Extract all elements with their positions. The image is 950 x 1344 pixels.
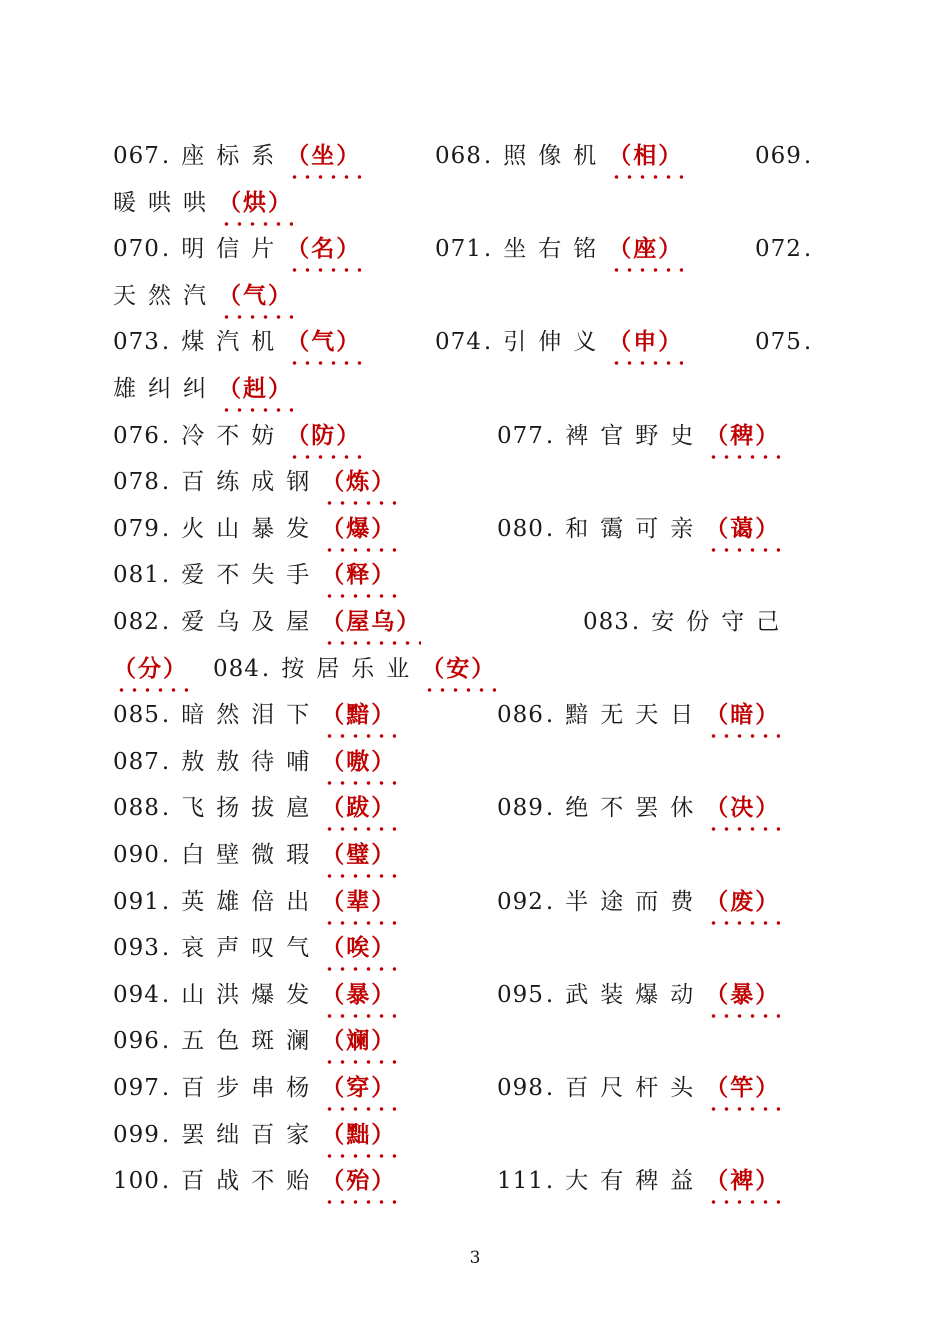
item-term: 天然汽 <box>113 282 218 309</box>
vocab-item <box>497 416 780 456</box>
vocab-item <box>113 695 396 735</box>
emphasis-dots <box>321 1199 396 1205</box>
text-line <box>113 555 833 595</box>
item-term: 暗然泪下 <box>181 702 322 729</box>
emphasis-dots <box>608 267 683 273</box>
answer-bracket: （黯） <box>321 695 396 735</box>
emphasis-dots <box>705 1199 780 1205</box>
item-number: 076 <box>113 422 160 449</box>
item-term: 和霭可亲 <box>565 515 706 542</box>
answer-bracket: （殆） <box>321 1161 396 1201</box>
correct-character: 烘 <box>243 188 268 216</box>
correct-character: 黯 <box>346 701 372 729</box>
answer-bracket: （释） <box>321 555 396 595</box>
text-line <box>113 742 833 782</box>
item-number: 091 <box>113 888 160 915</box>
number-separator: . <box>161 1168 170 1195</box>
emphasis-dots <box>321 733 396 739</box>
vocab-item <box>113 416 361 456</box>
item-number: 068 <box>435 143 482 169</box>
answer-bracket: （气） <box>218 276 293 316</box>
answer-bracket: （嗷） <box>321 742 396 782</box>
vocab-item <box>113 1068 396 1108</box>
vocab-item <box>755 136 823 176</box>
number-separator: . <box>545 888 554 915</box>
emphasis-dots <box>608 360 683 366</box>
vocab-item <box>435 322 683 362</box>
item-number: 084 <box>213 655 260 682</box>
answer-bracket: （坐） <box>286 136 361 176</box>
item-number: 098 <box>497 1075 544 1101</box>
number-separator: . <box>631 609 640 635</box>
emphasis-dots <box>421 687 496 693</box>
emphasis-dots <box>705 920 780 926</box>
item-term: 哀声叹气 <box>181 935 322 962</box>
answer-bracket: （分） <box>113 649 188 689</box>
text-line <box>113 462 833 502</box>
item-term: 按居乐业 <box>281 655 422 682</box>
correct-character: 相 <box>633 142 659 169</box>
emphasis-dots <box>608 174 683 180</box>
correct-character: 穿 <box>346 1074 372 1101</box>
vocab-item <box>113 136 361 176</box>
answer-bracket: （赳） <box>218 369 293 409</box>
answer-bracket: （裨） <box>705 1161 780 1201</box>
answer-bracket: （屋乌） <box>321 602 421 642</box>
correct-character: 跋 <box>346 794 372 822</box>
answer-bracket: （烘） <box>218 183 293 223</box>
correct-character: 璧 <box>346 841 372 868</box>
answer-bracket: （爆） <box>321 509 396 549</box>
item-term: 百战不贻 <box>181 1168 322 1195</box>
text-line <box>113 1068 833 1108</box>
answer-bracket: （稗） <box>705 416 780 456</box>
item-term: 英雄倍出 <box>181 888 322 915</box>
answer-bracket: （暴） <box>321 975 396 1015</box>
item-number: 075 <box>755 329 802 356</box>
vocab-item <box>497 1068 780 1108</box>
correct-character: 唉 <box>346 934 372 962</box>
vocab-item <box>113 509 396 549</box>
number-separator: . <box>161 1075 170 1101</box>
correct-character: 黜 <box>346 1120 372 1148</box>
correct-character: 坐 <box>311 142 337 169</box>
emphasis-dots <box>321 1059 396 1065</box>
vocab-item <box>497 975 780 1015</box>
answer-bracket: （唉） <box>321 928 396 968</box>
item-number: 069 <box>755 143 802 169</box>
correct-character: 爆 <box>346 514 372 542</box>
number-separator: . <box>803 143 812 169</box>
item-term: 雄纠纠 <box>113 376 218 402</box>
vocab-item <box>497 509 780 549</box>
item-number: 090 <box>113 842 160 868</box>
answer-bracket: （暗） <box>705 695 780 735</box>
correct-character: 气 <box>311 328 337 356</box>
text-line <box>113 695 833 735</box>
correct-character: 殆 <box>346 1167 372 1195</box>
emphasis-dots <box>321 966 396 972</box>
item-term: 爱乌及屋 <box>181 609 322 635</box>
answer-bracket: （辈） <box>321 882 396 922</box>
number-separator: . <box>161 748 170 775</box>
number-separator: . <box>483 329 492 356</box>
vocab-item <box>497 882 780 922</box>
correct-character: 斓 <box>346 1027 372 1055</box>
correct-character: 暴 <box>730 980 756 1008</box>
correct-character: 名 <box>311 235 337 263</box>
correct-character: 防 <box>311 421 337 449</box>
item-number: 092 <box>497 888 544 915</box>
item-number: 067 <box>113 143 160 169</box>
item-term: 煤汽机 <box>181 329 287 356</box>
answer-bracket: （座） <box>608 229 683 269</box>
number-separator: . <box>161 842 170 868</box>
item-number: 087 <box>113 748 160 775</box>
vocab-item <box>113 649 188 689</box>
emphasis-dots <box>705 826 780 832</box>
correct-character: 安 <box>446 654 472 682</box>
vocab-item <box>497 788 780 828</box>
text-line <box>113 416 833 456</box>
item-term: 武装爆动 <box>565 981 706 1008</box>
number-separator: . <box>545 422 554 449</box>
page-number: 3 <box>469 1248 481 1268</box>
emphasis-dots <box>321 1013 396 1019</box>
correct-character: 废 <box>730 887 756 915</box>
correct-character: 分 <box>138 654 163 682</box>
vocab-item <box>113 369 293 409</box>
answer-bracket: （相） <box>608 136 683 176</box>
text-line <box>113 276 833 316</box>
item-term: 黯无天日 <box>565 702 706 729</box>
number-separator: . <box>161 562 170 589</box>
item-term: 山洪爆发 <box>181 981 322 1008</box>
text-line <box>113 322 833 362</box>
number-separator: . <box>161 795 170 822</box>
item-number: 099 <box>113 1121 160 1148</box>
emphasis-dots <box>218 407 293 413</box>
vocab-item <box>113 183 293 223</box>
text-line <box>113 1115 833 1155</box>
vocab-item <box>113 1161 396 1201</box>
answer-bracket: （炼） <box>321 462 396 502</box>
vocab-item <box>113 882 396 922</box>
correct-character: 释 <box>346 561 372 589</box>
vocab-item <box>113 229 361 269</box>
item-term: 坐右铭 <box>503 236 609 263</box>
item-number: 070 <box>113 236 160 263</box>
number-separator: . <box>545 795 554 822</box>
text-line <box>113 928 833 968</box>
answer-bracket: （气） <box>286 322 361 362</box>
item-number: 077 <box>497 422 544 449</box>
number-separator: . <box>161 236 170 263</box>
text-line <box>113 835 833 875</box>
item-term: 半途而费 <box>565 888 706 915</box>
emphasis-dots <box>286 360 361 366</box>
item-number: 093 <box>113 935 160 962</box>
number-separator: . <box>803 236 812 263</box>
text-line <box>113 183 833 223</box>
item-number: 100 <box>113 1168 160 1195</box>
item-term: 安份守己 <box>651 609 792 635</box>
emphasis-dots <box>321 826 396 832</box>
item-term: 座标系 <box>181 143 287 169</box>
emphasis-dots <box>286 267 361 273</box>
text-line <box>113 788 833 828</box>
answer-bracket: （穿） <box>321 1068 396 1108</box>
item-number: 079 <box>113 515 160 542</box>
emphasis-dots <box>321 640 421 646</box>
item-number: 096 <box>113 1028 160 1055</box>
correct-character: 蔼 <box>730 514 756 542</box>
number-separator: . <box>545 1075 554 1101</box>
vocab-item <box>213 649 496 689</box>
item-number: 088 <box>113 795 160 822</box>
item-term: 罢绌百家 <box>181 1121 322 1148</box>
emphasis-dots <box>321 873 396 879</box>
number-separator: . <box>161 935 170 962</box>
item-number: 072 <box>755 236 802 263</box>
item-term: 引伸义 <box>503 329 609 356</box>
correct-character: 气 <box>243 281 268 309</box>
emphasis-dots <box>321 1106 396 1112</box>
text-line <box>113 1021 833 1061</box>
item-number: 074 <box>435 329 482 356</box>
number-separator: . <box>483 236 492 263</box>
number-separator: . <box>545 981 554 1008</box>
number-separator: . <box>803 329 812 356</box>
vocab-item <box>497 1161 780 1201</box>
item-term: 照像机 <box>503 143 609 169</box>
item-number: 082 <box>113 609 160 635</box>
answer-bracket: （废） <box>705 882 780 922</box>
number-separator: . <box>161 702 170 729</box>
item-number: 085 <box>113 702 160 729</box>
item-number: 111 <box>497 1168 544 1195</box>
number-separator: . <box>161 888 170 915</box>
vocab-item <box>113 742 396 782</box>
text-line <box>113 369 833 409</box>
item-term: 百步串杨 <box>181 1075 322 1101</box>
text-line <box>113 882 833 922</box>
vocab-item <box>755 229 823 269</box>
correct-character: 屋乌 <box>346 608 397 635</box>
vocab-item <box>113 462 396 502</box>
item-term: 冷不妨 <box>181 422 287 449</box>
correct-character: 申 <box>633 328 659 356</box>
vocab-item <box>755 322 823 362</box>
item-term: 大有稗益 <box>565 1168 706 1195</box>
correct-character: 裨 <box>730 1167 756 1195</box>
item-term: 裨官野史 <box>565 422 706 449</box>
number-separator: . <box>161 329 170 356</box>
emphasis-dots <box>218 221 293 227</box>
item-term: 飞扬拔扈 <box>181 795 322 822</box>
item-term: 五色斑澜 <box>181 1028 322 1055</box>
answer-bracket: （安） <box>421 649 496 689</box>
item-number: 089 <box>497 795 544 822</box>
emphasis-dots <box>218 314 293 320</box>
emphasis-dots <box>113 687 188 693</box>
number-separator: . <box>545 702 554 729</box>
number-separator: . <box>545 1168 554 1195</box>
emphasis-dots <box>705 733 780 739</box>
answer-bracket: （竿） <box>705 1068 780 1108</box>
number-separator: . <box>161 143 170 169</box>
item-number: 095 <box>497 981 544 1008</box>
number-separator: . <box>161 515 170 542</box>
item-number: 094 <box>113 981 160 1008</box>
item-number: 073 <box>113 329 160 356</box>
emphasis-dots <box>321 920 396 926</box>
correct-character: 赳 <box>243 375 268 402</box>
item-term: 明信片 <box>181 236 287 263</box>
emphasis-dots <box>705 1106 780 1112</box>
emphasis-dots <box>286 454 361 460</box>
vocab-item <box>113 322 361 362</box>
number-separator: . <box>161 469 170 496</box>
emphasis-dots <box>321 500 396 506</box>
answer-bracket: （黜） <box>321 1115 396 1155</box>
text-line <box>113 649 833 689</box>
item-term: 火山暴发 <box>181 515 322 542</box>
emphasis-dots <box>705 454 780 460</box>
emphasis-dots <box>321 1153 396 1159</box>
correct-character: 嗷 <box>346 747 372 775</box>
emphasis-dots <box>321 593 396 599</box>
text-line <box>113 602 833 642</box>
item-term: 敖敖待哺 <box>181 748 322 775</box>
answer-bracket: （名） <box>286 229 361 269</box>
text-line <box>113 1161 833 1201</box>
vocab-item <box>113 1021 396 1061</box>
correct-character: 决 <box>730 794 756 822</box>
vocab-item <box>435 229 683 269</box>
item-number: 097 <box>113 1075 160 1101</box>
item-number: 071 <box>435 236 482 263</box>
item-number: 080 <box>497 515 544 542</box>
vocab-item <box>497 695 780 735</box>
number-separator: . <box>261 655 270 682</box>
vocab-item <box>113 555 396 595</box>
item-term: 爱不失手 <box>181 562 322 589</box>
item-number: 078 <box>113 469 160 496</box>
text-line <box>113 975 833 1015</box>
correct-character: 辈 <box>346 887 372 915</box>
item-term: 绝不罢休 <box>565 795 706 822</box>
emphasis-dots <box>321 547 396 553</box>
item-number: 083 <box>583 609 630 635</box>
number-separator: . <box>161 1121 170 1148</box>
emphasis-dots <box>286 174 361 180</box>
item-number: 081 <box>113 562 160 589</box>
correct-character: 竿 <box>730 1074 756 1101</box>
number-separator: . <box>161 609 170 635</box>
correct-character: 座 <box>633 235 659 263</box>
number-separator: . <box>161 981 170 1008</box>
answer-bracket: （申） <box>608 322 683 362</box>
vocab-item <box>113 1115 396 1155</box>
text-line <box>113 229 833 269</box>
answer-bracket: （决） <box>705 788 780 828</box>
answer-bracket: （跋） <box>321 788 396 828</box>
answer-bracket: （璧） <box>321 835 396 875</box>
answer-bracket: （防） <box>286 416 361 456</box>
vocab-item <box>113 928 396 968</box>
vocab-item <box>113 602 421 642</box>
number-separator: . <box>483 143 492 169</box>
vocab-item <box>435 136 683 176</box>
emphasis-dots <box>321 780 396 786</box>
emphasis-dots <box>705 1013 780 1019</box>
vocab-item <box>113 276 293 316</box>
item-term: 百练成钢 <box>181 469 322 496</box>
vocab-item <box>113 975 396 1015</box>
correct-character: 暗 <box>730 701 756 729</box>
number-separator: . <box>545 515 554 542</box>
item-term: 百尺杆头 <box>565 1075 706 1101</box>
item-term: 暖哄哄 <box>113 189 218 216</box>
vocab-item <box>113 835 396 875</box>
text-line <box>113 136 833 176</box>
answer-bracket: （暴） <box>705 975 780 1015</box>
answer-bracket: （斓） <box>321 1021 396 1061</box>
correct-character: 炼 <box>346 468 372 496</box>
correct-character: 暴 <box>346 980 372 1008</box>
answer-bracket: （蔼） <box>705 509 780 549</box>
correct-character: 稗 <box>730 421 756 449</box>
item-term: 白壁微瑕 <box>181 842 322 868</box>
number-separator: . <box>161 422 170 449</box>
vocab-item <box>113 788 396 828</box>
text-line <box>113 509 833 549</box>
number-separator: . <box>161 1028 170 1055</box>
emphasis-dots <box>705 547 780 553</box>
item-number: 086 <box>497 702 544 729</box>
vocab-item <box>583 602 791 642</box>
